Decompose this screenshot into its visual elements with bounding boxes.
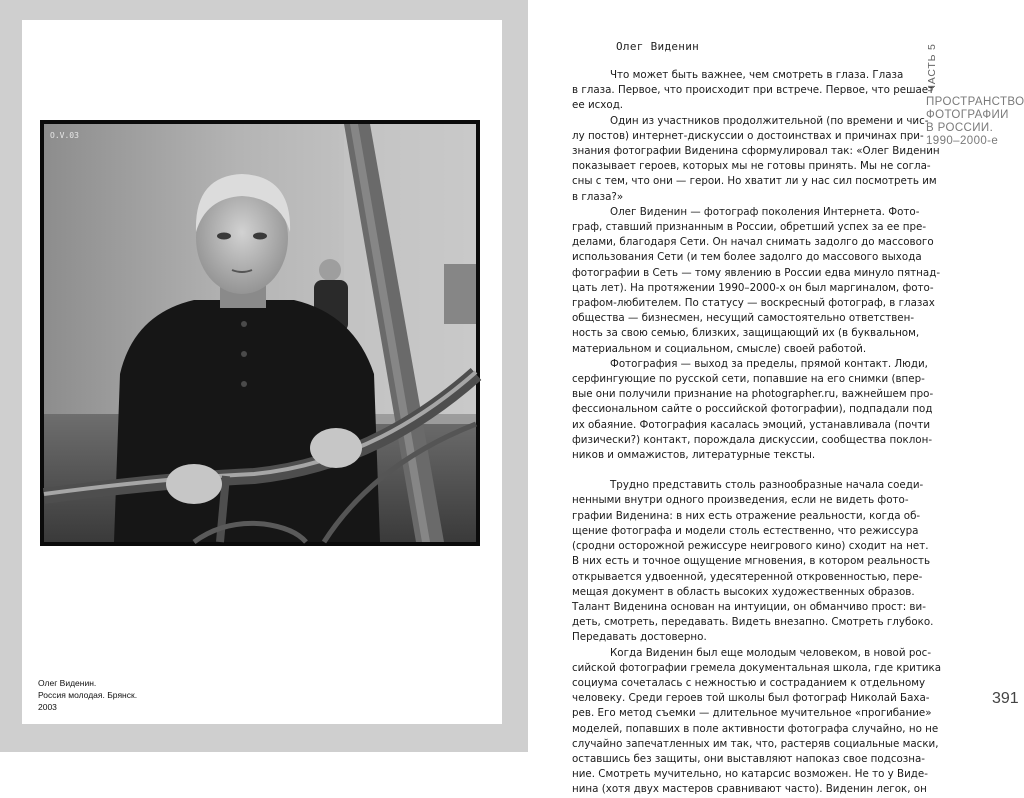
right-page (528, 0, 1024, 796)
body-line: (сродни осторожной режиссуре неигрового кино) сходит на нет. (572, 540, 929, 553)
body-line: Один из участников продолжительной (по времени и чис- (610, 114, 929, 127)
body-line: случайно запечатленных им так, что, растеряв социальные маски, (572, 737, 939, 750)
body-line: ненными внутри одного произведения, если не видеть фото- (572, 494, 909, 507)
body-line: графом-любителем. По статусу — воскресный фотограф, в глазах (572, 297, 935, 310)
section-title-line: 1990–2000-е (926, 135, 999, 147)
body-line: ность за свою семью, близких, защищающий их (в буквальном, (572, 327, 920, 340)
body-line: В них есть и точное ощущение мгновения, в котором реальность (572, 555, 931, 568)
body-line: показывает героев, которых мы не готовы принять. Мы не согла- (572, 160, 931, 173)
left-page (0, 0, 528, 752)
caption-line: 2003 (38, 702, 57, 712)
body-line: человеку. Среди героев той школы был фотограф Николай Баха- (572, 692, 930, 705)
body-line: их обаяние. Фотография касалась эмоций, устанавливала (почти (572, 418, 931, 431)
body-line: графии Виденина: в них есть отражение реальности, когда об- (572, 509, 921, 522)
part-label (924, 43, 940, 94)
body-line: общества — бизнесмен, несущий самостоятельно ответствен- (572, 312, 915, 325)
body-line: рев. Его метод съемки — длительное мучительное «прогибание» (572, 707, 932, 720)
photo-image (44, 124, 476, 542)
section-title-line: ПРОСТРАНСТВО (926, 96, 1024, 108)
body-line: открывается удвоенной, удесятеренной откровенностью, пере- (572, 570, 923, 583)
body-text (572, 68, 942, 798)
body-line: в глаза. Первое, что происходит при встрече. Первое, что решает (572, 84, 935, 97)
section-title-line: ФОТОГРАФИИ (926, 109, 1009, 121)
body-line: Олег Виденин — фотограф поколения Интернета. Фото- (610, 205, 920, 218)
body-line: моделей, попавших в поле активности фотографа случайно, но не (572, 722, 939, 735)
body-line: ников и оммажистов, литературные тексты. (572, 449, 816, 462)
body-line: вые они получили признание на photographer.ru, важнейшем про- (572, 388, 934, 401)
author-heading: Олег Виденин (616, 40, 700, 53)
page-number: 391 (992, 690, 1019, 707)
body-line: щение фотографа и модели столь естественно, что режиссура (572, 524, 919, 537)
paragraph-gap (572, 463, 902, 478)
body-line: в глаза?» (572, 190, 624, 203)
body-line: мещая документ в область высоких художественных образов. (572, 585, 915, 598)
body-line: нина (хотя двух мастеров сравнивают часто). Виденин легок, он (572, 783, 927, 796)
left-page-sheet (22, 20, 502, 724)
photo-caption (38, 677, 338, 713)
body-line: использования Сети (и тем более задолго до массового выхода (572, 251, 922, 264)
body-line: оставшись без защиты, они выставляют напоказ свое подсозна- (572, 752, 926, 765)
body-line: Когда Виденин был еще молодым человеком, в новой рос- (610, 646, 932, 659)
body-line: делами, благодаря Сети. Он начал снимать задолго до массового (572, 236, 934, 249)
body-line: ее исход. (572, 99, 624, 112)
body-line: серфингующие по русской сети, попавшие на его снимки (впер- (572, 373, 925, 386)
section-title (926, 96, 1024, 148)
body-line: сийской фотографии гремела документальная школа, где критика (572, 661, 942, 674)
body-line: материальном и социальном, смысле) своей работой. (572, 342, 867, 355)
body-line: Что может быть важнее, чем смотреть в глаза. Глаза (610, 69, 904, 81)
body-line: Трудно представить столь разнообразные начала соеди- (610, 479, 924, 492)
body-line: сны с тем, что они — герои. Но хватит ли у нас сил посмотреть им (572, 175, 937, 188)
body-line: цать лет). На протяжении 1990–2000-х он был маргиналом, фото- (572, 281, 934, 294)
caption-line: Олег Виденин. (38, 678, 97, 688)
body-line: ние. Смотреть мучительно, но катарсис возможен. Не то у Виде- (572, 768, 928, 781)
caption-line: Россия молодая. Брянск. (38, 690, 138, 700)
section-title-line: В РОССИИ. (926, 122, 994, 134)
body-line: фессиональном сайте о российской фотографии), подпадали под (572, 403, 933, 416)
body-line: деть, смотреть, передавать. Видеть внезапно. Смотреть глубоко. (572, 616, 934, 629)
body-line: Передавать достоверно. (572, 631, 707, 644)
body-line: Талант Виденина основан на интуиции, он обманчиво прост: ви- (572, 600, 926, 613)
body-line: граф, ставший признанным в России, обретший успех за ее пре- (572, 221, 927, 234)
body-line: Фотография — выход за пределы, прямой контакт. Люди, (610, 357, 928, 370)
photo-watermark: O.V.03 (50, 131, 79, 140)
body-line: лу постов) интернет-дискуссии о достоинствах и причинах при- (572, 129, 924, 142)
body-line: фотографии в Сеть — тому явлению в России едва минуло пятнад- (572, 266, 941, 279)
body-line: знания фотографии Виденина сформулировал так: «Олег Виденин (572, 145, 940, 158)
body-line: социума сочеталась с нежностью и состраданием к отдельному (572, 676, 926, 689)
part-label-text: ЧАСТЬ 5 (926, 43, 938, 92)
body-line: физически?) контакт, порождала дискуссии, сообщества поклон- (572, 433, 933, 446)
photograph (40, 120, 480, 546)
